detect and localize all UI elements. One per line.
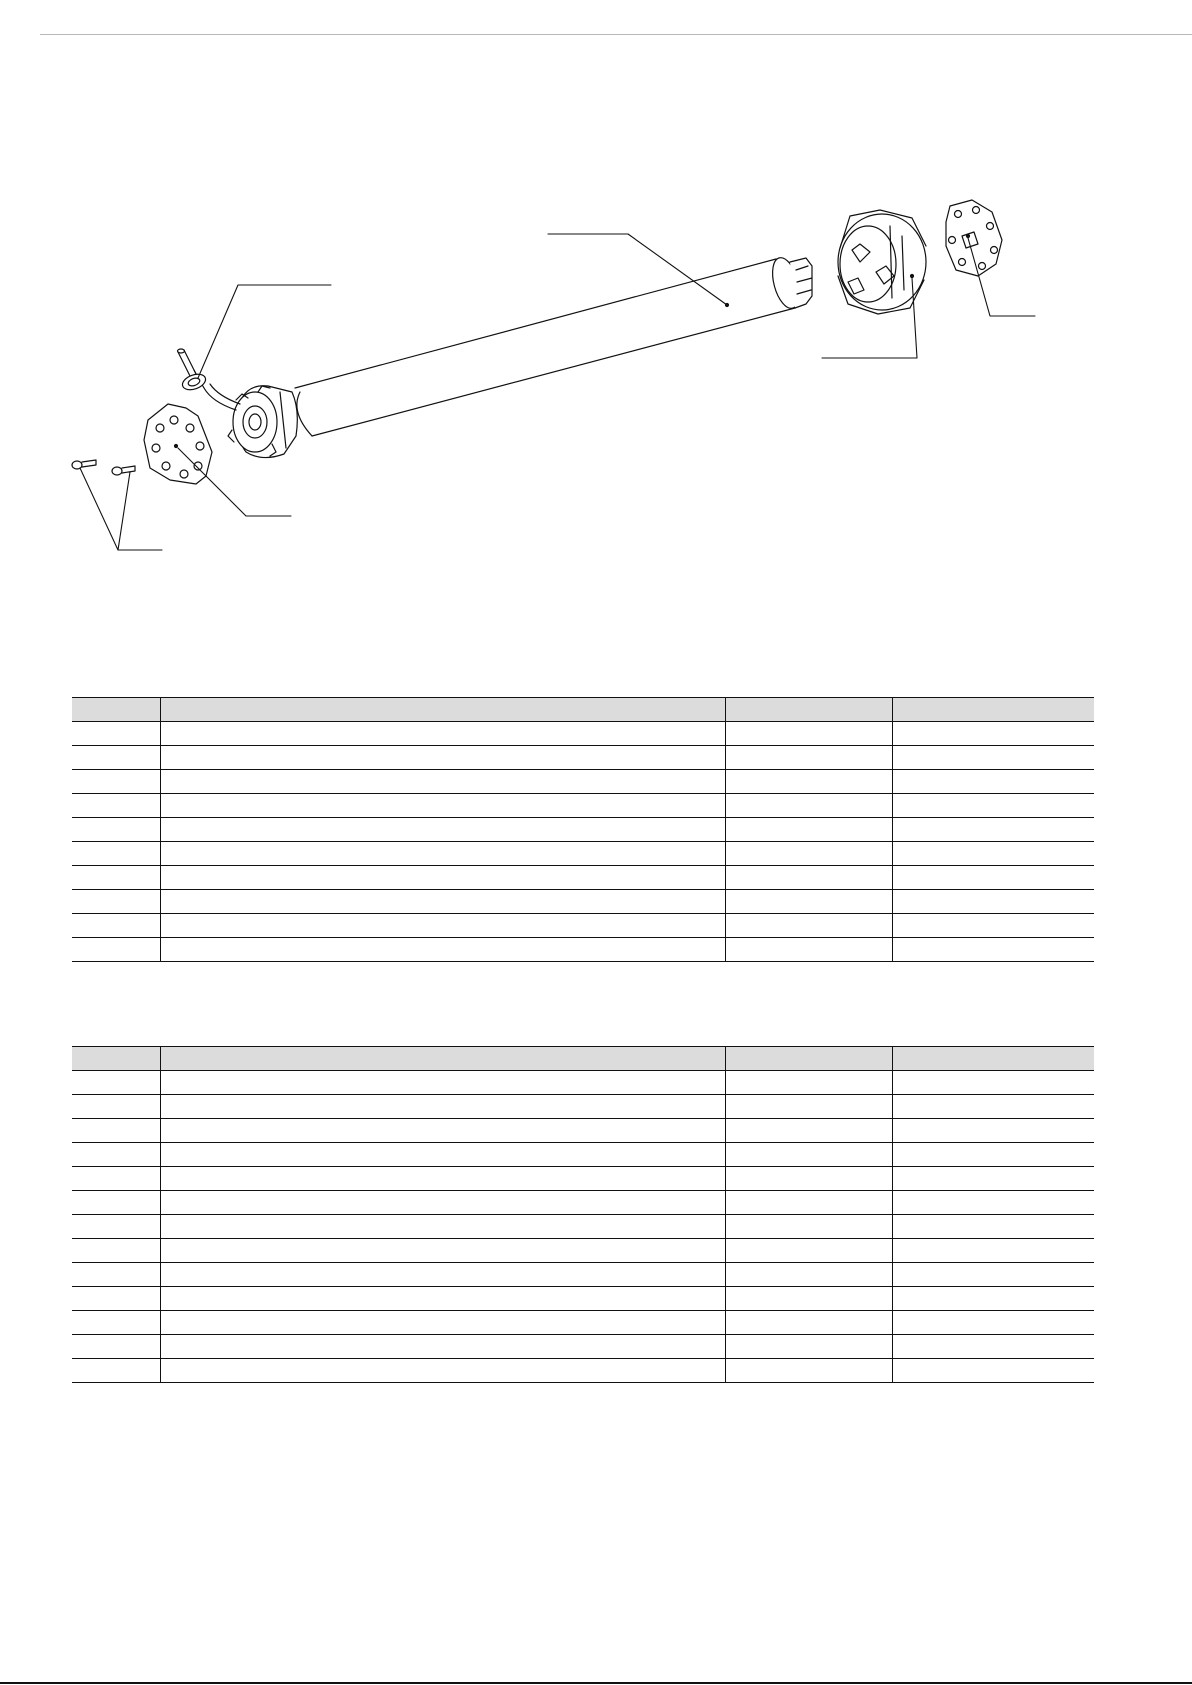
table-cell [725,1239,892,1263]
table-cell [72,1359,160,1383]
table-cell [160,938,725,962]
table-row [72,1335,1094,1359]
table-cell [160,746,725,770]
table-cell [160,770,725,794]
table-cell [892,1311,1094,1335]
table-cell [72,842,160,866]
screws [72,460,135,475]
table-cell [725,746,892,770]
table-cell [892,1359,1094,1383]
table-cell [725,1287,892,1311]
table-cell [72,794,160,818]
table-cell [160,890,725,914]
table-cell [160,842,725,866]
table-cell [892,746,1094,770]
table-cell [725,1311,892,1335]
table-cell [725,1359,892,1383]
table-cell [892,1263,1094,1287]
table-row [72,890,1094,914]
header-cell [725,698,892,722]
table-cell [160,722,725,746]
table-row [72,818,1094,842]
table-cell [892,1071,1094,1095]
table-cell [725,1095,892,1119]
table-header-row [72,698,1094,722]
table-cell [72,1143,160,1167]
table-cell [725,818,892,842]
header-cell [160,1047,725,1071]
table-cell [72,1119,160,1143]
table-cell [725,794,892,818]
table-cell [160,1311,725,1335]
header-cell [892,698,1094,722]
table-cell [892,938,1094,962]
table-cell [72,1287,160,1311]
table-cell [892,770,1094,794]
table-cell [72,1311,160,1335]
table-cell [725,1215,892,1239]
table-cell [892,722,1094,746]
table-cell [160,1335,725,1359]
exploded-view-drawing [0,150,1192,570]
end-bracket [946,200,1002,276]
table-row [72,1167,1094,1191]
table-row [72,1239,1094,1263]
table-cell [160,1359,725,1383]
table-cell [72,746,160,770]
header-cell [160,698,725,722]
table-cell [725,914,892,938]
table-cell [892,1167,1094,1191]
table-cell [72,866,160,890]
table-header-row [72,1047,1094,1071]
table-row [72,722,1094,746]
table-cell [892,914,1094,938]
table-cell [160,1239,725,1263]
table-row [72,914,1094,938]
motor-head [228,386,297,458]
table-cell [160,1263,725,1287]
parts-table-2 [72,1046,1094,1383]
table-cell [725,866,892,890]
table-row [72,1071,1094,1095]
table-cell [160,794,725,818]
table-cell [725,1167,892,1191]
table-row [72,1263,1094,1287]
table-cell [892,1215,1094,1239]
table-cell [72,770,160,794]
table-cell [72,1167,160,1191]
table-cell [160,1119,725,1143]
table-cell [160,1215,725,1239]
table-row [72,938,1094,962]
table-cell [72,1335,160,1359]
table-cell [72,1239,160,1263]
table-cell [725,842,892,866]
table-row [72,1119,1094,1143]
table-cell [160,866,725,890]
table-cell [72,818,160,842]
table-cell [725,1191,892,1215]
table-row [72,770,1094,794]
table-row [72,1287,1094,1311]
footer-rule [0,1682,1192,1684]
table-cell [160,1143,725,1167]
table-cell [725,1335,892,1359]
table-row [72,1143,1094,1167]
header-cell [725,1047,892,1071]
table-cell [72,1095,160,1119]
table-cell [725,770,892,794]
table-cell [892,1287,1094,1311]
table-cell [160,1071,725,1095]
header-cell [892,1047,1094,1071]
table-cell [160,1095,725,1119]
table-cell [892,890,1094,914]
table-row [72,1215,1094,1239]
table-cell [72,1071,160,1095]
table-cell [892,1239,1094,1263]
header-rule [40,34,1192,35]
table-cell [72,890,160,914]
table-cell [725,1119,892,1143]
table-cell [892,794,1094,818]
table-row [72,746,1094,770]
table-row [72,1311,1094,1335]
table-cell [160,1287,725,1311]
table-cell [892,1335,1094,1359]
table-cell [725,938,892,962]
table-cell [725,722,892,746]
table-cell [892,1191,1094,1215]
table-cell [160,1167,725,1191]
table-cell [725,1071,892,1095]
table-cell [892,842,1094,866]
table-cell [72,1263,160,1287]
table-cell [72,938,160,962]
header-cell [72,698,160,722]
table-cell [725,1143,892,1167]
table-cell [72,722,160,746]
header-cell [72,1047,160,1071]
table-cell [892,1143,1094,1167]
cable [178,349,241,410]
table-row [72,842,1094,866]
table-row [72,794,1094,818]
table-cell [892,818,1094,842]
table-cell [72,914,160,938]
table-cell [892,1095,1094,1119]
table-cell [725,890,892,914]
motor-tube [295,255,804,436]
table-row [72,1095,1094,1119]
table-row [72,866,1094,890]
table-row [72,1359,1094,1383]
table-cell [725,1263,892,1287]
table-cell [892,866,1094,890]
table-cell [160,914,725,938]
parts-table-1 [72,697,1094,962]
table-cell [72,1191,160,1215]
table-cell [72,1215,160,1239]
table-cell [160,818,725,842]
table-cell [892,1119,1094,1143]
table-cell [160,1191,725,1215]
table-row [72,1191,1094,1215]
